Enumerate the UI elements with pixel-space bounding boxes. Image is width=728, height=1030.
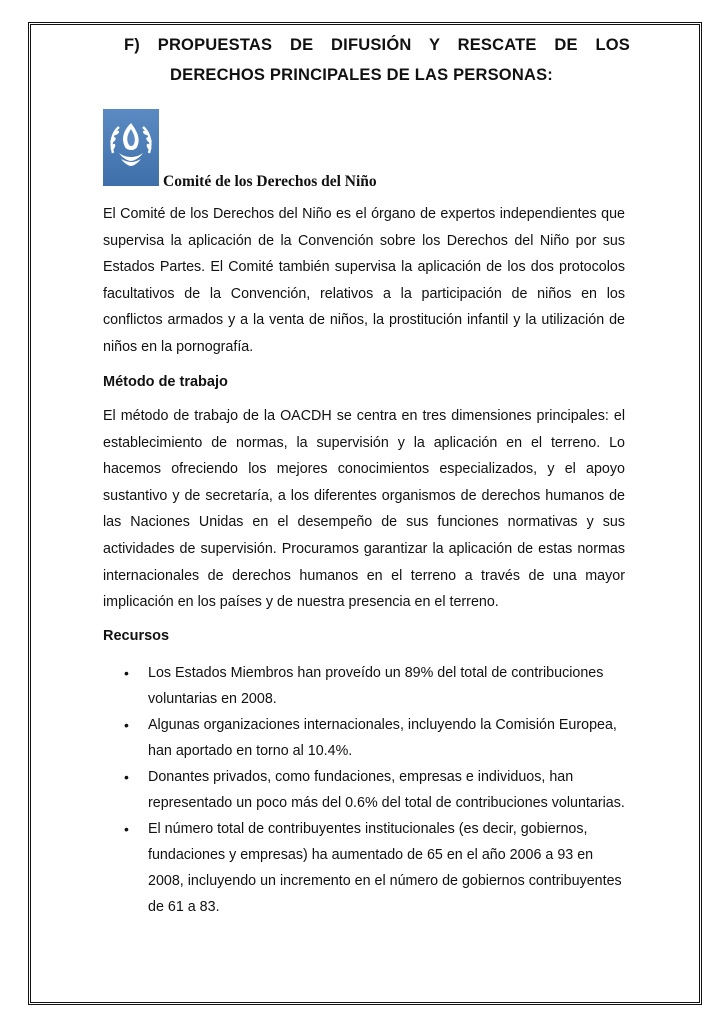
un-human-rights-flame-laurel-icon: [103, 109, 159, 186]
list-item-text: Donantes privados, como fundaciones, empresas e individuos, han representado un poco más del 0.6% del total de contribuciones voluntarias.: [148, 769, 625, 811]
heading-metodo: Método de trabajo: [103, 374, 228, 390]
bullet-icon: •: [124, 665, 129, 681]
section-title-line-2: DERECHOS PRINCIPALES DE LAS PERSONAS:: [170, 66, 553, 84]
heading-recursos: Recursos: [103, 628, 170, 644]
bullet-icon: •: [124, 717, 129, 733]
list-item: [103, 764, 625, 816]
bullet-icon: •: [124, 769, 129, 785]
section-title-line-1: F) PROPUESTAS DE DIFUSIÓN Y RESCATE DE LOS: [124, 36, 630, 54]
list-item-text: Algunas organizaciones internacionales, incluyendo la Comisión Europea, han aportado en torno al 10.4%.: [148, 717, 617, 759]
list-item: [103, 816, 625, 920]
metodo-paragraph: El método de trabajo de la OACDH se centra en tres dimensiones principales: el establecimiento de normas, la supervisión y la aplicación en el terreno. Lo hacemos ofreciendo los mejores conocimientos especializados, y el apoyo sustantivo y de secretaría, a los diferentes organismos de derechos humanos de las Naciones Unidas en el desempeño de sus funciones normativas y sus actividades de supervisión. Procuramos garantizar la aplicación de estas normas internacionales de derechos humanos en el terreno a través de una mayor implicación en los países y de nuestra presencia en el terreno.: [103, 408, 625, 611]
list-item-text: El número total de contribuyentes institucionales (es decir, gobiernos, fundaciones y empresas) ha aumentado de 65 en el año 2006 a 93 en 2008, incluyendo un incremento en el número de gobiernos contribuyentes de 61 a 83.: [148, 821, 622, 915]
list-item: [103, 712, 625, 764]
committee-paragraph: El Comité de los Derechos del Niño es el órgano de expertos independientes que supervisa la aplicación de la Convención sobre los Derechos del Niño por sus Estados Partes. El Comité también supervisa la aplicación de los dos protocolos facultativos de la Convención, relativos a la participación de niños en los conflictos armados y a la venta de niños, la prostitución infantil y la utilización de niños en la pornografía.: [103, 206, 625, 355]
recursos-list: [103, 660, 625, 920]
list-item: [103, 660, 625, 712]
list-item-text: Los Estados Miembros han proveído un 89% del total de contribuciones voluntarias en 2008.: [148, 665, 604, 707]
committee-title: Comité de los Derechos del Niño: [163, 173, 377, 190]
bullet-icon: •: [124, 821, 129, 837]
